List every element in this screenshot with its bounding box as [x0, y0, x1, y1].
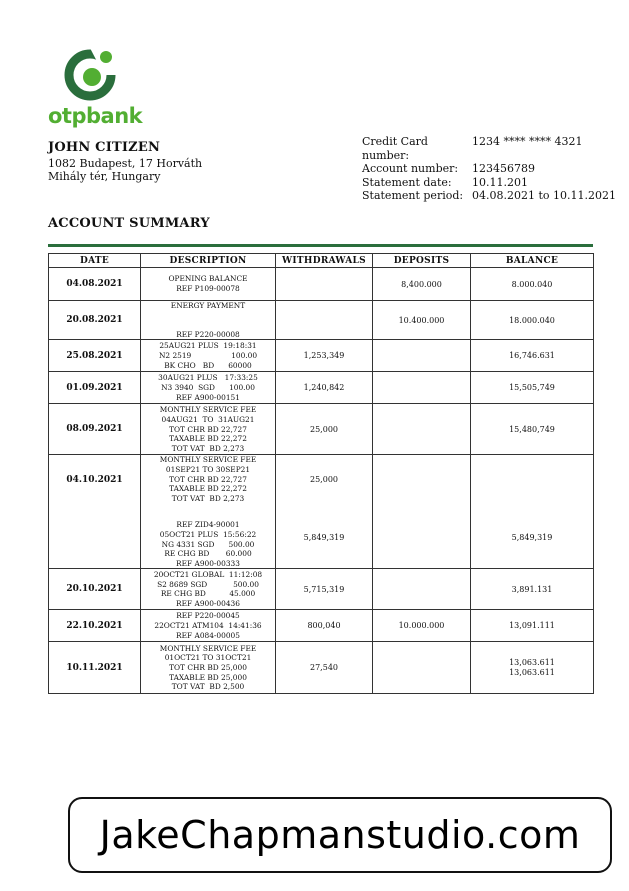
customer-address-line1: 1082 Budapest, 17 Horváth [48, 157, 203, 170]
col-header-withdrawals: WITHDRAWALS [276, 254, 373, 268]
cell-date: 08.09.2021 [49, 404, 141, 455]
table-row [49, 404, 594, 455]
cell-date: 04.10.2021 [49, 455, 141, 569]
cell-deposit [373, 404, 471, 455]
cell-deposit: 10.400.000 [373, 301, 471, 340]
cell-deposit [373, 569, 471, 610]
meta-label: Credit Card number: [362, 135, 428, 162]
meta-value: 1234 **** **** 4321 [472, 135, 583, 148]
table-row [49, 569, 594, 610]
meta-label: Statement period: [362, 189, 464, 202]
table-row [49, 268, 594, 301]
cell-balance: 16,746.631 [471, 340, 594, 372]
cell-date: 01.09.2021 [49, 372, 141, 404]
cell-description: REF P220-00045 22OCT21 ATM104 14:41:36 REF A084-00005 [141, 610, 276, 642]
description-part-bottom: REF ZID4-90001 05OCT21 PLUS 15:56:22 NG 4331 SGD 500.00 RE CHG BD 60.000 REF A900-00333 [159, 520, 257, 568]
customer-name: JOHN CITIZEN [48, 140, 161, 155]
cell-date: 20.10.2021 [49, 569, 141, 610]
otp-logo-icon [62, 44, 122, 104]
table-row [49, 455, 594, 569]
cell-date: 25.08.2021 [49, 340, 141, 372]
table-row [49, 301, 594, 340]
cell-deposit [373, 372, 471, 404]
cell-deposit: 8,400.000 [373, 268, 471, 301]
cell-balance [471, 642, 594, 694]
table-row [49, 340, 594, 372]
cell-deposit [373, 340, 471, 372]
cell-deposit [373, 455, 471, 569]
cell-description: OPENING BALANCE REF P109-00078 [141, 268, 276, 301]
cell-description [141, 455, 276, 569]
cell-balance: 3,891.131 [471, 569, 594, 610]
description-part-top: MONTHLY SERVICE FEE 01SEP21 TO 30SEP21 TOT CHR BD 22,727 TAXABLE BD 22,272 TOT VAT BD 2,273 [159, 455, 257, 503]
statement-meta [362, 135, 616, 203]
cell-withdrawal [276, 455, 373, 569]
customer-block [48, 140, 202, 183]
cell-description: 20OCT21 GLOBAL 11:12:08 S2 8689 SGD 500.00 RE CHG BD 45.000 REF A900-00436 [141, 569, 276, 610]
table-row [49, 642, 594, 694]
withdrawal-top: 25,000 [310, 475, 338, 485]
balance-line: 13,063.611 [509, 657, 555, 667]
cell-balance: 15,505,749 [471, 372, 594, 404]
col-header-date: DATE [49, 254, 141, 268]
watermark-banner: JakeChapmanstudio.com [68, 797, 612, 873]
logo-wordmark: otpbank [48, 104, 143, 128]
cell-description: 25AUG21 PLUS 19:18:31 N2 2519 100.00 BK CHO BD 60000 [141, 340, 276, 372]
cell-withdrawal [276, 301, 373, 340]
cell-withdrawal: 1,240,842 [276, 372, 373, 404]
col-header-description: DESCRIPTION [141, 254, 276, 268]
meta-label: Account number: [362, 162, 459, 175]
table-row [49, 610, 594, 642]
bank-logo [48, 44, 143, 128]
table-header-row [49, 254, 594, 268]
cell-withdrawal: 1,253,349 [276, 340, 373, 372]
cell-withdrawal: 25,000 [276, 404, 373, 455]
meta-label: Statement date: [362, 175, 452, 189]
cell-balance: 15,480,749 [471, 404, 594, 455]
cell-withdrawal: 27,540 [276, 642, 373, 694]
cell-withdrawal: 800,040 [276, 610, 373, 642]
section-title: ACCOUNT SUMMARY [48, 216, 210, 231]
cell-deposit: 10.000.000 [373, 610, 471, 642]
cell-date: 20.08.2021 [49, 301, 141, 340]
cell-description: MONTHLY SERVICE FEE 04AUG21 TO 31AUG21 TOT CHR BD 22,727 TAXABLE BD 22,272 TOT VAT BD 2,273 [141, 404, 276, 455]
col-header-deposits: DEPOSITS [373, 254, 471, 268]
meta-row-account [362, 162, 616, 176]
cell-description: MONTHLY SERVICE FEE 01OCT21 TO 31OCT21 TOT CHR BD 25,000 TAXABLE BD 25,000 TOT VAT BD 2,500 [141, 642, 276, 694]
account-summary-table [48, 253, 594, 694]
cell-deposit [373, 642, 471, 694]
meta-value: 04.08.2021 to 10.11.2021 [472, 189, 616, 202]
table-row [49, 372, 594, 404]
cell-balance: 8.000.040 [471, 268, 594, 301]
cell-withdrawal: 5,715,319 [276, 569, 373, 610]
customer-address-line2: Mihály tér, Hungary [48, 170, 161, 183]
col-header-balance: BALANCE [471, 254, 594, 268]
cell-description: 30AUG21 PLUS 17:33:25 N3 3940 SGD 100.00 REF A900-00151 [141, 372, 276, 404]
cell-date: 04.08.2021 [49, 268, 141, 301]
cell-balance: 5,849,319 [471, 455, 594, 569]
description-stack [141, 455, 275, 568]
balance-line: 13,063.611 [509, 667, 555, 677]
withdrawal-bottom: 5,849,319 [303, 533, 345, 543]
cell-date: 22.10.2021 [49, 610, 141, 642]
cell-description: ENERGY PAYMENT REF P220-00008 [141, 301, 276, 340]
withdrawal-stack [276, 455, 372, 568]
meta-value: 10.11.201 [472, 175, 528, 189]
divider [48, 244, 593, 247]
cell-date: 10.11.2021 [49, 642, 141, 694]
meta-row-card [362, 135, 616, 162]
meta-row-date [362, 176, 616, 190]
cell-withdrawal [276, 268, 373, 301]
cell-balance: 18.000.040 [471, 301, 594, 340]
meta-row-period [362, 189, 616, 203]
cell-balance: 13,091.111 [471, 610, 594, 642]
meta-value: 123456789 [472, 162, 535, 175]
